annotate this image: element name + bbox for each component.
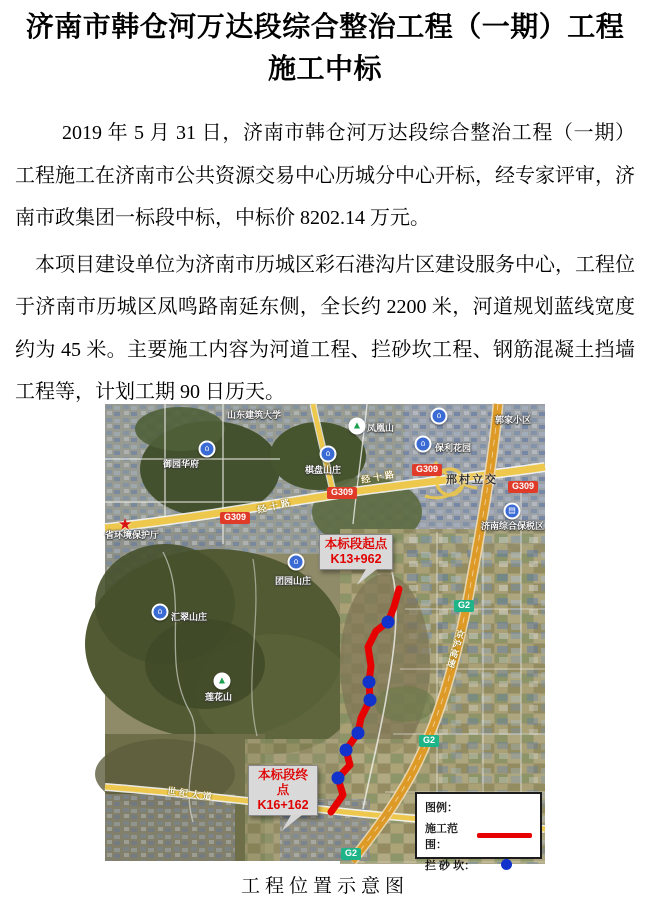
legend-construction-line — [477, 833, 532, 838]
road-badge-g309: G309 — [220, 512, 250, 524]
paragraph-project-info: 本项目建设单位为济南市历城区彩石港沟片区建设服务中心，工程位于济南市历城区凤鸣路南延东侧，全长约 2200 米，河道规划蓝线宽度约为 45 米。主要施工内容为河道工程、拦砂坎工程、钢筋混凝土挡墙工程等，计划工期 90 日历天。 — [15, 253, 635, 403]
legend-dam-dot — [501, 859, 512, 870]
map-label: 保利花园 — [435, 442, 472, 453]
map-label: 汇翠山庄 — [171, 611, 208, 622]
location-map — [105, 404, 545, 872]
map-figure — [105, 404, 545, 900]
end-point-callout — [248, 765, 318, 816]
title-line2: 施工中标 — [267, 54, 382, 85]
house-poi-icon: ⌂ — [431, 407, 448, 424]
house-poi-icon: ⌂ — [288, 553, 305, 570]
map-caption: 工程位置示意图 — [240, 875, 409, 897]
title-line1: 济南市韩仓河万达段综合整治工程（一期）工程 — [25, 12, 625, 43]
map-label: 经十路 — [256, 496, 294, 515]
page-title — [0, 0, 650, 91]
mountain-poi-icon: ▲ — [214, 672, 231, 689]
map-label: 邢村立交 — [446, 473, 498, 486]
map-label: 团园山庄 — [275, 575, 312, 586]
mountain-poi-icon: ▲ — [349, 417, 366, 434]
start-callout-chainage: K13+962 — [330, 551, 382, 566]
road-badge-g2: G2 — [341, 848, 361, 860]
map-label: 济南综合保税区 — [481, 520, 545, 531]
house-poi-icon: ⌂ — [415, 435, 432, 452]
start-callout-label: 本标段起点 — [324, 536, 388, 551]
road-badge-g309: G309 — [412, 464, 442, 476]
end-callout-chainage: K16+162 — [257, 797, 309, 812]
house-poi-icon: ⌂ — [199, 440, 216, 457]
map-label: 山东建筑大学 — [227, 409, 282, 420]
map-legend — [415, 792, 542, 872]
map-label: 郭家小区 — [495, 414, 532, 425]
map-label: 莲花山 — [205, 691, 233, 702]
star-poi-icon: ★ — [117, 514, 133, 534]
map-label: 凤凰山 — [367, 422, 395, 433]
map-label: 经十路 — [360, 468, 398, 485]
map-label: 京沪高速 — [444, 627, 466, 669]
road-badge-g309: G309 — [508, 481, 538, 493]
legend-title: 图例： — [425, 801, 458, 814]
map-label: 省环境保护厅 — [105, 529, 160, 540]
map-label: 世纪大道 — [166, 785, 216, 802]
map-label: 棋盘山庄 — [305, 464, 342, 475]
map-label: 御园华府 — [163, 458, 200, 469]
house-poi-icon: ⌂ — [320, 445, 337, 462]
end-callout-label: 本标段终点 — [257, 767, 308, 797]
paragraph-bid-result: 2019 年 5 月 31 日，济南市韩仓河万达段综合整治工程（一期）工程施工在济南市公共资源交易中心历城分中心开标，经专家评审，济南市政集团一标段中标，中标价 8202.14 万元。 — [15, 122, 635, 229]
building-poi-icon: ▤ — [504, 502, 521, 519]
start-point-callout — [319, 534, 393, 570]
legend-dam-label: 拦 砂 坎： — [425, 859, 476, 872]
road-badge-g2: G2 — [419, 735, 439, 747]
road-badge-g309: G309 — [327, 487, 357, 499]
legend-construction-label: 施工范围： — [425, 822, 458, 851]
house-poi-icon: ⌂ — [152, 603, 169, 620]
road-badge-g2: G2 — [454, 600, 474, 612]
